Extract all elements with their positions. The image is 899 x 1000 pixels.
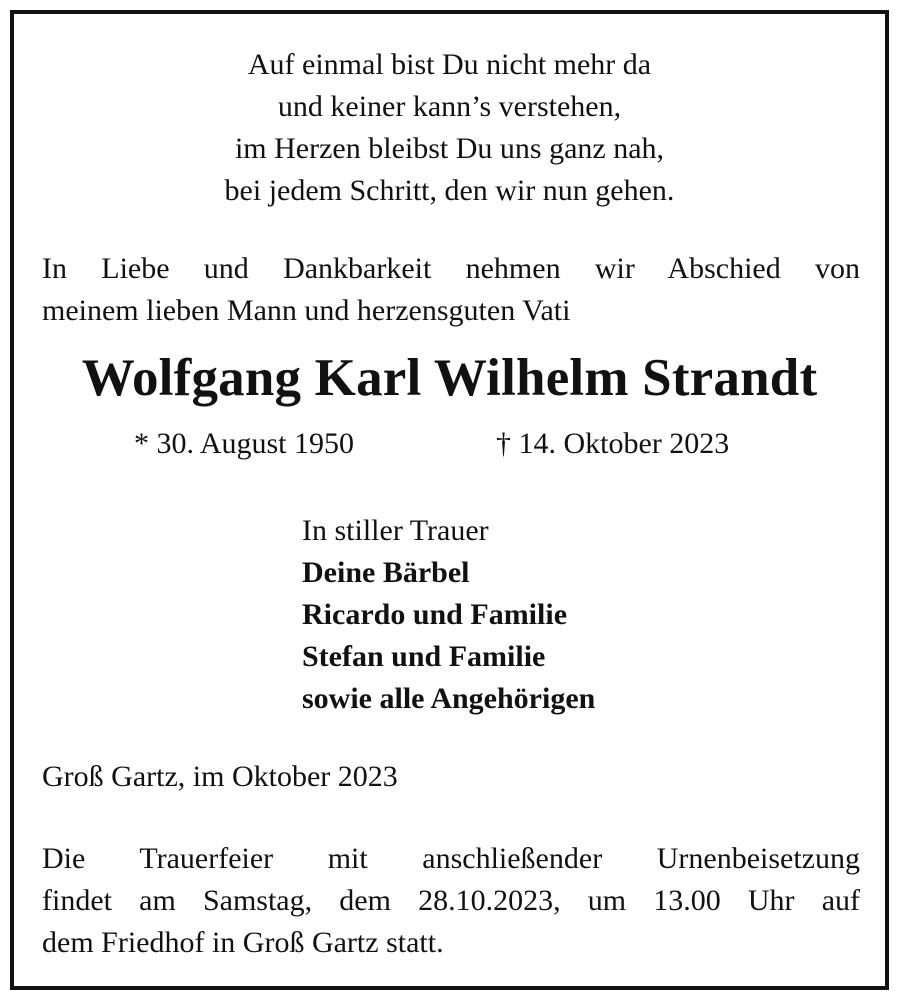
mourner-name: Deine Bärbel xyxy=(302,556,470,589)
obituary-frame xyxy=(10,10,889,990)
mourners-heading: In stiller Trauer xyxy=(302,514,489,547)
mourner-name: Ricardo und Familie xyxy=(302,598,568,631)
ceremony-line: dem Friedhof in Groß Gartz statt. xyxy=(42,926,444,959)
poem-line: und keiner kann’s verstehen, xyxy=(277,90,622,123)
mourner-name: Stefan und Familie xyxy=(302,640,546,673)
deceased-name: Wolfgang Karl Wilhelm Strandt xyxy=(81,349,818,407)
poem xyxy=(14,44,885,212)
poem-line: im Herzen bleibst Du uns ganz nah, xyxy=(234,132,665,165)
intro-text xyxy=(42,248,860,332)
mourner-name: sowie alle Angehörigen xyxy=(302,682,596,715)
intro-line: meinem lieben Mann und herzensguten Vati xyxy=(42,294,571,327)
mourners xyxy=(302,510,595,720)
ceremony-line: Die Trauerfeier mit anschließender Urnenbeisetzung xyxy=(42,842,860,875)
ceremony-line: findet am Samstag, dem 28.10.2023, um 13.00 Uhr auf xyxy=(42,884,860,917)
place-date: Groß Gartz, im Oktober 2023 xyxy=(42,760,398,793)
intro-line: In Liebe und Dankbarkeit nehmen wir Abschied von xyxy=(42,252,860,285)
ceremony-text xyxy=(42,838,860,964)
poem-line: bei jedem Schritt, den wir nun gehen. xyxy=(224,174,675,207)
poem-line: Auf einmal bist Du nicht mehr da xyxy=(247,48,652,81)
birth-date: * 30. August 1950 xyxy=(134,427,355,460)
death-date: † 14. Oktober 2023 xyxy=(496,427,730,460)
